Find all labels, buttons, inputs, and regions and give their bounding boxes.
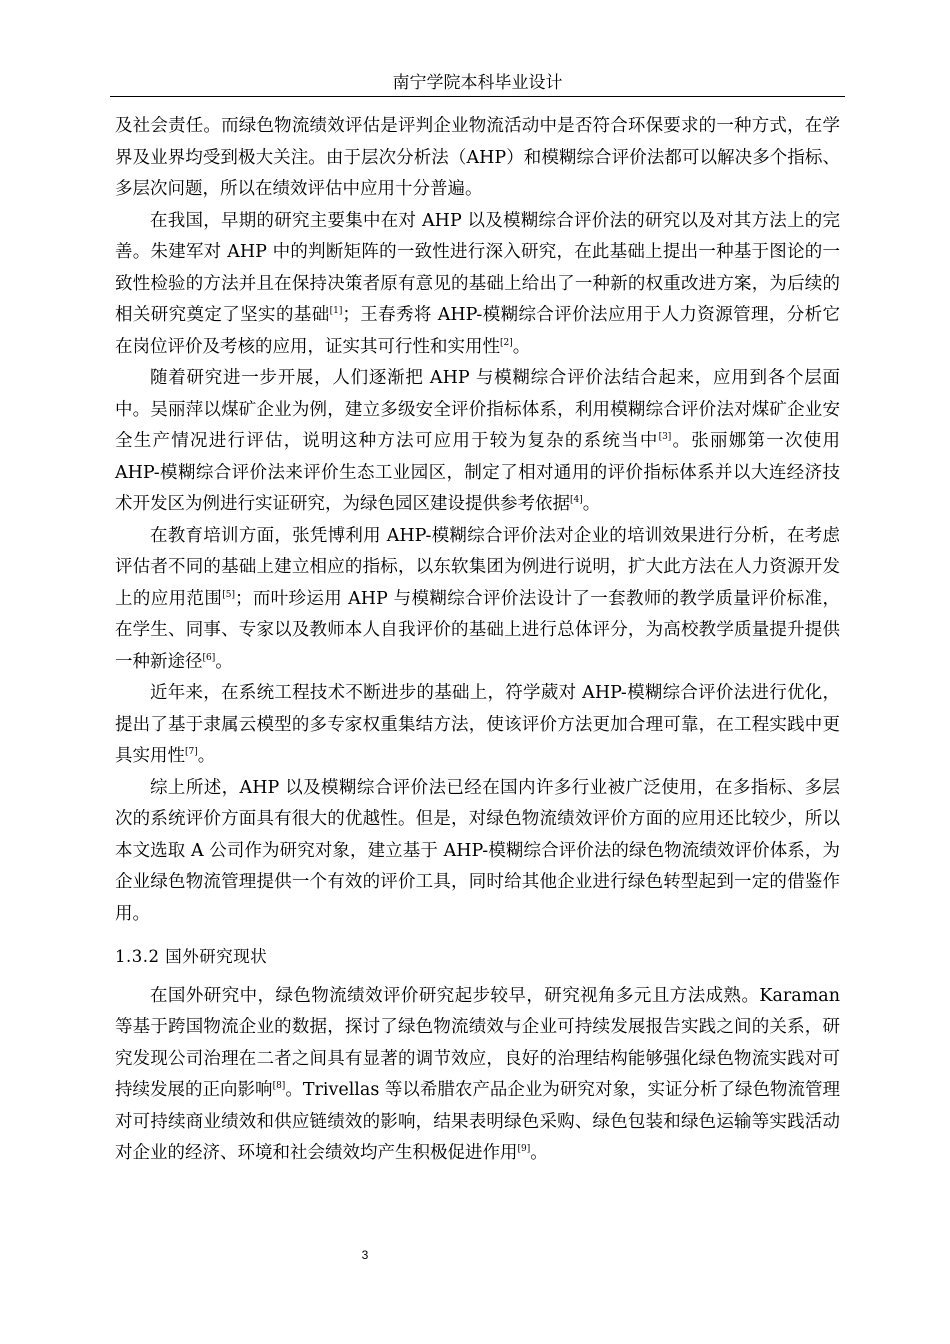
page-header: 南宁学院本科毕业设计	[392, 73, 563, 93]
section-heading: 1.3.2 国外研究现状	[115, 947, 268, 966]
paragraph-domestic-combined: 随着研究进一步开展，人们逐渐把 AHP 与模糊综合评价法结合起来，应用到各个层面中。吴丽萍以煤矿企业为例，建立多级安全评价指标体系，利用模糊综合评价法对煤矿企业安全生产情况进行评估，说明这种方法可应用于较为复杂的系统当中[3]。张丽娜第一次使用 AHP-模糊综合评价法来评价生态工业园区，制定了相对通用的评价指标体系并以大连经济技术开发区为例进行实证研究，为绿色园区建设提供参考依据[4]。	[115, 368, 841, 514]
citation-7: [7]	[185, 747, 198, 758]
citation-6: [6]	[202, 652, 216, 663]
citation-9: [9]	[517, 1144, 531, 1155]
citation-4: [4]	[570, 495, 583, 506]
paragraph-recent: 近年来，在系统工程技术不断进步的基础上，符学葳对 AHP-模糊综合评价法进行优化，提出了基于隶属云模型的多专家权重集结方法，使该评价方法更加合理可靠，在工程实践中更具实用性[7]。	[115, 683, 840, 766]
citation-1: [1]	[329, 306, 343, 317]
document-body	[115, 111, 840, 1170]
citation-5: [5]	[222, 589, 235, 600]
header-divider	[110, 96, 845, 97]
paragraph-domestic-early: 在我国，早期的研究主要集中在对 AHP 以及模糊综合评价法的研究以及对其方法上的完善。朱建军对 AHP 中的判断矩阵的一致性进行深入研究，在此基础上提出一种基于图论的一致性检验的方法并且在保持决策者原有意见的基础上给出了一种新的权重改进方案，为后续的相关研究奠定了坚实的基础[1]；王春秀将 AHP-模糊综合评价法应用于人力资源管理，分析它在岗位评价及考核的应用，证实其可行性和实用性[2]。	[115, 210, 840, 357]
paragraph-summary: 综上所述，AHP 以及模糊综合评价法已经在国内许多行业被广泛使用，在多指标、多层次的系统评价方面具有很大的优越性。但是，对绿色物流绩效评价方面的应用还比较少，所以本文选取 A 公司作为研究对象，建立基于 AHP-模糊综合评价法的绿色物流绩效评价体系，为企业绿色物流管理提供一个有效的评价工具，同时给其他企业进行绿色转型起到一定的借鉴作用。	[115, 777, 840, 924]
paragraph-foreign: 在国外研究中，绿色物流绩效评价研究起步较早，研究视角多元且方法成熟。Karaman 等基于跨国物流企业的数据，探讨了绿色物流绩效与企业可持续发展报告实践之间的关系，研究发现公司治理在二者之间具有显著的调节效应，良好的治理结构能够强化绿色物流实践对可持续发展的正向影响[8]。Trivellas 等以希腊农产品企业为研究对象，实证分析了绿色物流管理对可持续商业绩效和供应链绩效的影响，结果表明绿色采购、绿色包装和绿色运输等实践活动对企业的经济、环境和社会绩效均产生积极促进作用[9]。	[115, 985, 841, 1163]
paragraph-education: 在教育培训方面，张凭博利用 AHP-模糊综合评价法对企业的培训效果进行分析，在考虑评估者不同的基础上建立相应的指标，以东软集团为例进行说明，扩大此方法在人力资源开发上的应用范围[5]；而叶珍运用 AHP 与模糊综合评价法设计了一套教师的教学质量评价标准，在学生、同事、专家以及教师本人自我评价的基础上进行总体评分，为高校教学质量提升提供一种新途径[6]。	[115, 525, 840, 672]
citation-3: [3]	[658, 432, 672, 443]
citation-2: [2]	[500, 337, 513, 348]
paragraph-continuation: 及社会责任。而绿色物流绩效评估是评判企业物流活动中是否符合环保要求的一种方式，在学界及业界均受到极大关注。由于层次分析法（AHP）和模糊综合评价法都可以解决多个指标、多层次问题，所以在绩效评估中应用十分普遍。	[115, 116, 840, 199]
citation-8: [8]	[272, 1081, 286, 1092]
page-number: 3	[361, 1248, 369, 1262]
